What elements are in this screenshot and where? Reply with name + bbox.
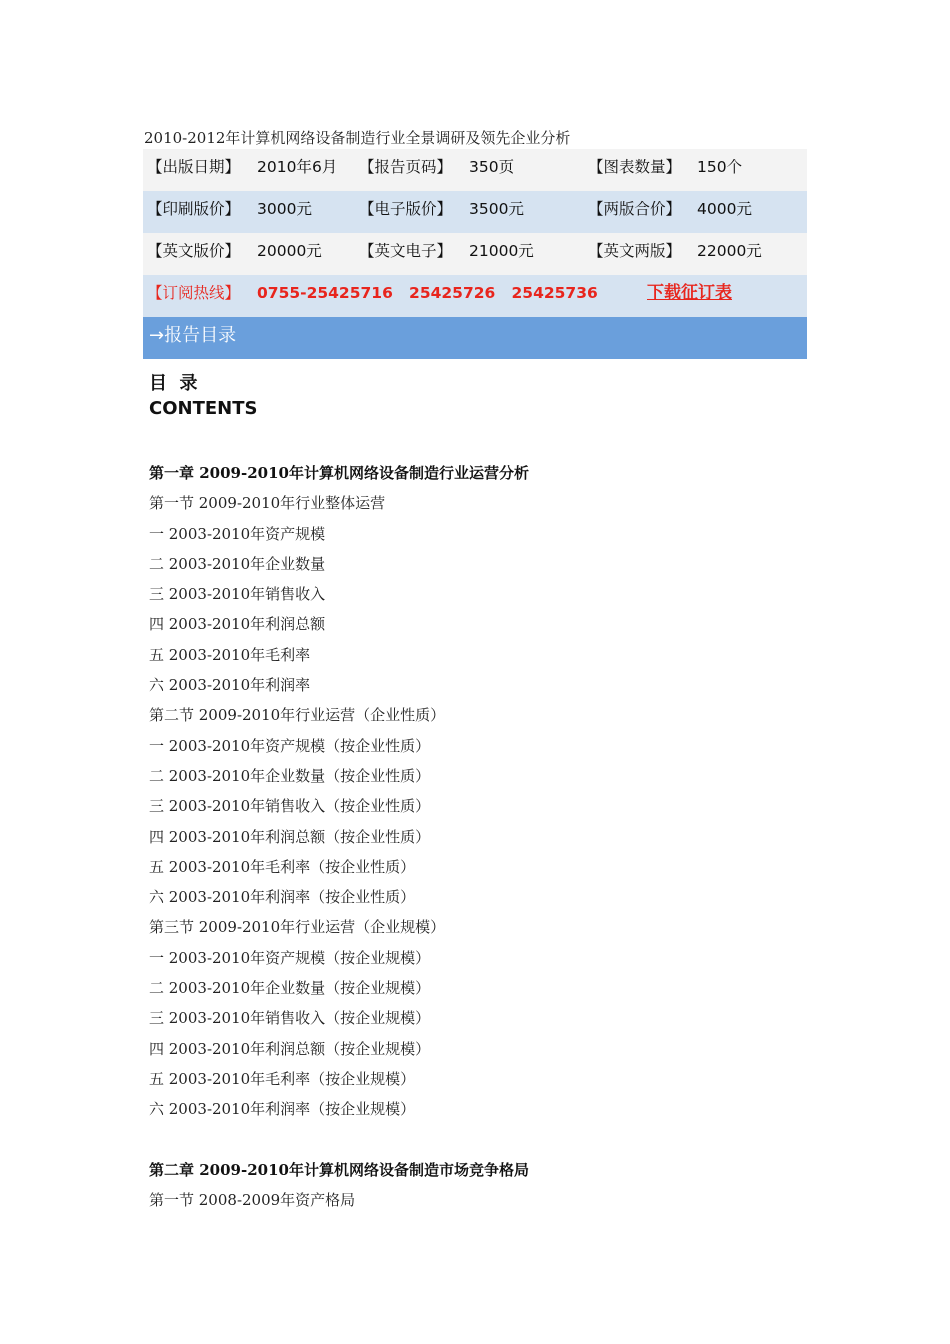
info-row-publish (143, 149, 807, 191)
chart-count-label: 【图表数量】 (588, 158, 682, 176)
toc-chapter: 第二章 2009-2010年计算机网络设备制造市场竞争格局 (149, 1160, 529, 1179)
toc-item: 四 2003-2010年利润总额（按企业性质） (149, 827, 431, 846)
publish-date-label: 【出版日期】 (147, 158, 241, 176)
toc-item: 六 2003-2010年利润率（按企业规模） (149, 1100, 416, 1119)
toc-item: 三 2003-2010年销售收入 (149, 585, 326, 604)
table-of-contents (149, 460, 849, 1217)
combined-price-label: 【两版合价】 (588, 200, 682, 218)
print-price-value: 3000元 (257, 200, 312, 218)
toc-item: 四 2003-2010年利润总额 (149, 615, 326, 634)
toc-item: 三 2003-2010年销售收入（按企业性质） (149, 797, 431, 816)
chart-count-value: 150个 (697, 158, 743, 176)
toc-item: 二 2003-2010年企业数量 (149, 554, 326, 573)
toc-item: 四 2003-2010年利润总额（按企业规模） (149, 1039, 431, 1058)
toc-item: 第一节 2008-2009年资产格局 (149, 1191, 356, 1210)
toc-item: 六 2003-2010年利润率 (149, 676, 311, 695)
hotline-numbers: 0755-25425716 25425726 25425736 (257, 284, 598, 302)
report-toc-header: →报告目录 (149, 325, 237, 346)
report-title: 2010-2012年计算机网络设备制造行业全景调研及领先企业分析 (144, 129, 571, 147)
toc-item: 一 2003-2010年资产规模 (149, 524, 326, 543)
toc-item: 三 2003-2010年销售收入（按企业规模） (149, 1009, 431, 1028)
toc-title: 目 录 (149, 373, 198, 394)
english-electronic-label: 【英文电子】 (359, 242, 453, 260)
info-row-english-price (143, 233, 807, 275)
toc-title-en: CONTENTS (149, 398, 258, 419)
download-order-form-link[interactable]: 下载征订表 (647, 283, 732, 303)
report-info-table (143, 149, 807, 359)
english-both-label: 【英文两版】 (588, 242, 682, 260)
electronic-price-label: 【电子版价】 (359, 200, 453, 218)
toc-item: 六 2003-2010年利润率（按企业性质） (149, 888, 416, 907)
combined-price-value: 4000元 (697, 200, 752, 218)
toc-item: 第三节 2009-2010年行业运营（企业规模） (149, 918, 446, 937)
english-both-value: 22000元 (697, 242, 762, 260)
hotline-label: 【订阅热线】 (147, 284, 241, 302)
toc-chapter: 第一章 2009-2010年计算机网络设备制造行业运营分析 (149, 464, 529, 482)
toc-item: 二 2003-2010年企业数量（按企业性质） (149, 766, 431, 785)
toc-item: 一 2003-2010年资产规模（按企业规模） (149, 948, 431, 967)
report-toc-bar[interactable] (143, 317, 807, 359)
english-electronic-value: 21000元 (469, 242, 534, 260)
electronic-price-value: 3500元 (469, 200, 524, 218)
english-price-label: 【英文版价】 (147, 242, 241, 260)
toc-item: 一 2003-2010年资产规模（按企业性质） (149, 736, 431, 755)
page-count-value: 350页 (469, 158, 515, 176)
page-count-label: 【报告页码】 (359, 158, 453, 176)
publish-date-value: 2010年6月 (257, 158, 338, 176)
toc-item: 第二节 2009-2010年行业运营（企业性质） (149, 706, 446, 725)
toc-item: 五 2003-2010年毛利率（按企业性质） (149, 857, 416, 876)
toc-item: 二 2003-2010年企业数量（按企业规模） (149, 979, 431, 998)
toc-item: 第一节 2009-2010年行业整体运营 (149, 494, 386, 513)
english-price-value: 20000元 (257, 242, 322, 260)
info-row-price (143, 191, 807, 233)
print-price-label: 【印刷版价】 (147, 200, 241, 218)
info-row-hotline (143, 275, 807, 317)
toc-spacer (149, 1127, 849, 1157)
toc-item: 五 2003-2010年毛利率（按企业规模） (149, 1069, 416, 1088)
toc-item: 五 2003-2010年毛利率 (149, 645, 311, 664)
